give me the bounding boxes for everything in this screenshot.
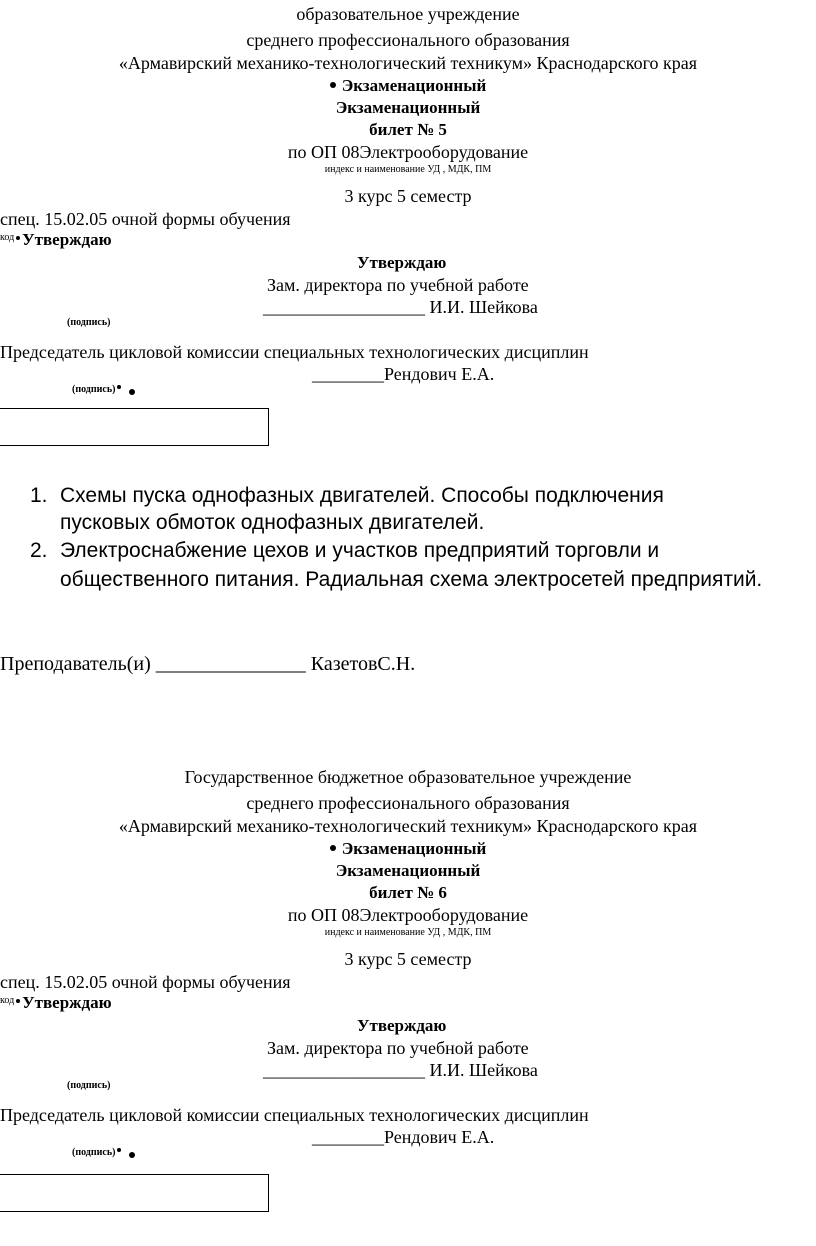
spec-line: спец. 15.02.05 очной формы обучения: [0, 972, 291, 992]
question-text-line-1: Электроснабжение цехов и участков предприятий торговли и: [60, 539, 660, 562]
exam-bullet-line: [0, 838, 816, 859]
institution-line-1: Государственное бюджетное образовательное учреждение: [184, 767, 632, 787]
exam-title: Экзаменационный: [335, 861, 481, 880]
signature-caption-2-text: (подпись): [72, 1147, 116, 1158]
bullet-icon: [16, 999, 20, 1003]
signature-caption-2: [72, 1147, 135, 1159]
ticket-number: билет № 5: [369, 120, 447, 139]
signature-caption-2-text: (подпись): [72, 384, 116, 395]
spec-line: спец. 15.02.05 очной формы обучения: [0, 209, 291, 229]
bullet-icon: [129, 389, 135, 395]
signature-caption-2: [72, 384, 135, 396]
exam-title: Экзаменационный: [335, 98, 481, 117]
approve-bullet-line: [0, 229, 112, 250]
deputy-signature: __________________ И.И. Шейкова: [263, 1060, 538, 1080]
deputy-title: Зам. директора по учебной работе: [267, 1038, 529, 1058]
question-number: 1.: [30, 484, 48, 507]
code-label: код: [0, 995, 15, 1006]
institution-line-1: образовательное учреждение: [296, 4, 520, 24]
chair-signature: ________Рендович Е.А.: [312, 1127, 495, 1147]
institution-line-2: среднего профессионального образования: [246, 30, 570, 50]
question-2: [30, 536, 816, 596]
empty-field-box: [0, 408, 269, 446]
chair-line: Председатель цикловой комиссии специальных технологических дисциплин: [0, 1105, 589, 1125]
exam-bullet-line: [0, 75, 816, 96]
bullet-icon: [129, 1152, 135, 1158]
code-label: код: [0, 232, 15, 243]
ticket-number: билет № 6: [369, 883, 447, 902]
institution-line-3: «Армавирский механико-технологический техникум» Краснодарского края: [118, 53, 698, 73]
approve-bullet-text: Утверждаю: [22, 230, 112, 249]
subject-line: по ОП 08Электрооборудование: [287, 905, 529, 925]
approve-title: Утверждаю: [357, 253, 447, 272]
bullet-icon: [330, 845, 336, 851]
teacher-line: Преподаватель(и) _______________ КазетовС.Н.: [0, 653, 416, 675]
approve-title: Утверждаю: [357, 1016, 447, 1035]
question-1: [30, 481, 816, 541]
question-text-line-2: общественного питания. Радиальная схема электросетей предприятий.: [60, 568, 763, 591]
question-text-line-2: пусковых обмоток однофазных двигателей.: [60, 511, 485, 534]
course-line: 3 курс 5 семестр: [344, 949, 472, 969]
deputy-signature: __________________ И.И. Шейкова: [263, 297, 538, 317]
bullet-icon: [330, 82, 336, 88]
question-number: 2.: [30, 539, 48, 562]
subject-line: по ОП 08Электрооборудование: [287, 142, 529, 162]
institution-line-3: «Армавирский механико-технологический техникум» Краснодарского края: [118, 816, 698, 836]
signature-caption: (подпись): [67, 317, 111, 328]
chair-signature: ________Рендович Е.А.: [312, 364, 495, 384]
subject-caption: индекс и наименование УД , МДК, ПМ: [324, 164, 492, 175]
deputy-title: Зам. директора по учебной работе: [267, 275, 529, 295]
bullet-icon: [16, 236, 20, 240]
chair-line: Председатель цикловой комиссии специальных технологических дисциплин: [0, 342, 589, 362]
empty-field-box: [0, 1174, 269, 1212]
approve-bullet-text: Утверждаю: [22, 993, 112, 1012]
bullet-icon: [117, 385, 121, 389]
subject-caption: индекс и наименование УД , МДК, ПМ: [324, 927, 492, 938]
exam-bullet-text: Экзаменационный: [341, 839, 487, 858]
bullet-icon: [117, 1148, 121, 1152]
course-line: 3 курс 5 семестр: [344, 186, 472, 206]
exam-bullet-text: Экзаменационный: [341, 76, 487, 95]
approve-bullet-line: [0, 992, 112, 1013]
signature-caption: (подпись): [67, 1080, 111, 1091]
question-text-line-1: Схемы пуска однофазных двигателей. Способы подключения: [60, 484, 664, 507]
institution-line-2: среднего профессионального образования: [246, 793, 570, 813]
